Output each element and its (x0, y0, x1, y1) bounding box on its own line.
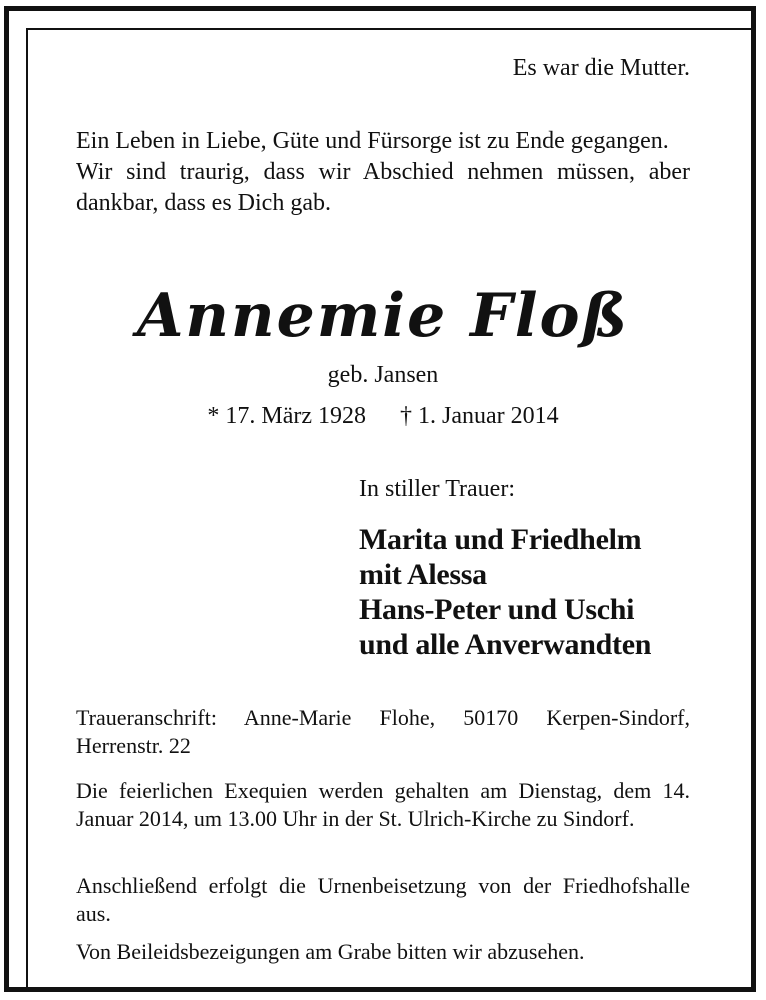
death-date: † 1. Januar 2014 (400, 403, 559, 429)
mourner-line: und alle Anverwandten (359, 628, 652, 661)
maiden-name: geb. Jansen (327, 362, 439, 388)
mourner-line: Marita und Friedhelm (359, 523, 642, 556)
header-line: Es war die Mutter. (512, 55, 690, 81)
intro-line-1: Ein Leben in Liebe, Güte und Fürsorge ist zu Ende gegangen. (76, 128, 669, 154)
mourner-line: mit Alessa (359, 558, 487, 591)
life-dates (76, 403, 690, 430)
mourner-line: Hans-Peter und Uschi (359, 593, 635, 626)
intro-text (76, 126, 690, 219)
service-details: Die feierlichen Exequien werden gehalten am Dienstag, dem 14. Januar 2014, um 13.00 Uhr in der St. Ulrich-Kirche zu Sindorf. (76, 778, 690, 831)
intro-line-2: Wir sind traurig, dass wir Abschied nehmen müssen, aber dankbar, dass es Dich gab. (76, 159, 690, 216)
mourning-label: In stiller Trauer: (359, 476, 515, 502)
urn-burial-note: Anschließend erfolgt die Urnenbeisetzung von der Friedhofshalle aus. (76, 873, 690, 926)
deceased-name: Annemie Floß (136, 281, 630, 351)
birth-date: * 17. März 1928 (207, 403, 366, 429)
condolences-note: Von Beileidsbezeigungen am Grabe bitten wir abzusehen. (76, 939, 585, 964)
mourners-list (359, 522, 651, 662)
mourning-address: Traueranschrift: Anne-Marie Flohe, 50170 Kerpen-Sindorf, Herrenstr. 22 (76, 705, 690, 758)
